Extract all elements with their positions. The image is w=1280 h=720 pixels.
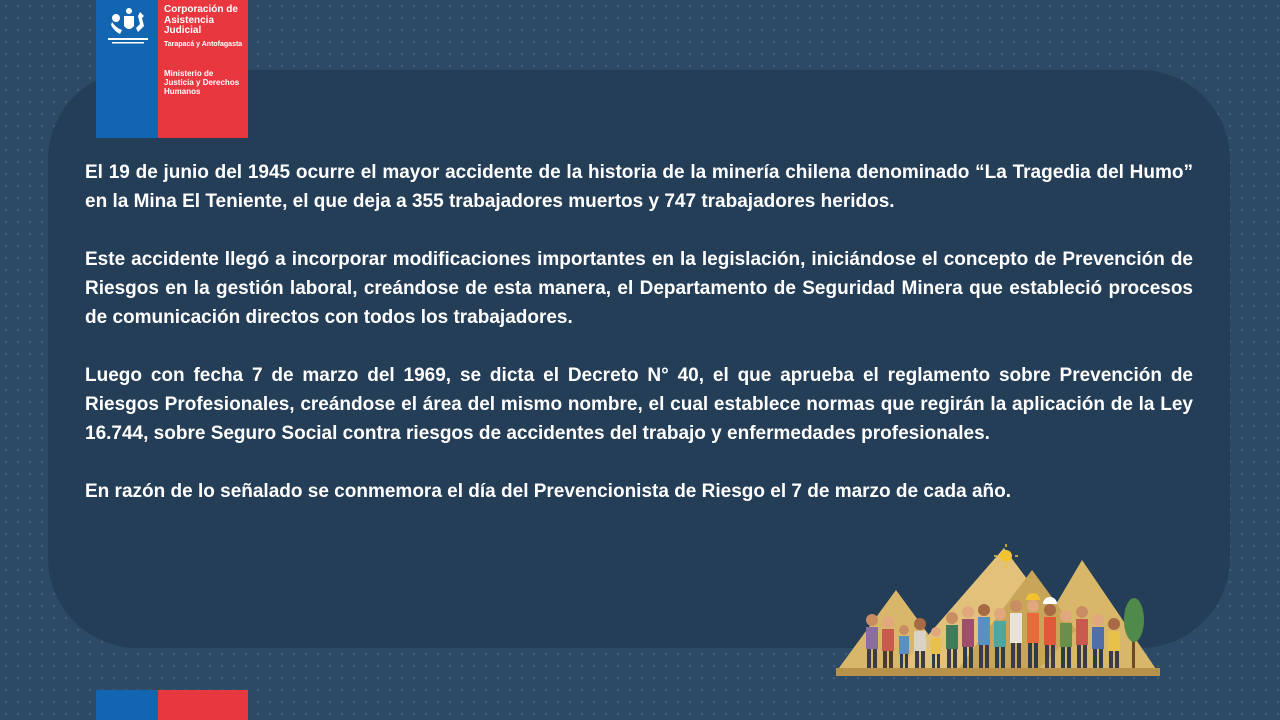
org-region: Tarapacá y Antofagasta xyxy=(164,40,243,48)
logo-blue-band xyxy=(96,0,158,138)
paragraph-3: Luego con fecha 7 de marzo del 1969, se dicta el Decreto N° 40, el que aprueba el reglamento sobre Prevención de Riesgos Profesionales, creándose el área del mismo nombre, el cual establece normas que regirán la aplicación de la Ley 16.744, sobre Seguro Social contra riesgos de accidentes del trabajo y enfermedades profesionales. xyxy=(85,365,1193,444)
coat-of-arms-icon xyxy=(102,4,154,46)
org-name: Corporación de Asistencia Judicial xyxy=(164,4,238,36)
workers-mountains-illustration xyxy=(836,540,1160,676)
paragraph-1: El 19 de junio del 1945 ocurre el mayor accidente de la historia de la minería chilena denominado “La Tragedia del Humo” en la Mina El Teniente, el que deja a 355 trabajadores muertos y 747 trabajadores heridos. xyxy=(85,162,1193,212)
footer-blue-band xyxy=(96,690,158,720)
paragraph-4: En razón de lo señalado se conmemora el día del Prevencionista de Riesgo el 7 de marzo de cada año. xyxy=(85,481,1012,502)
footer-color-bar xyxy=(96,690,248,720)
institution-logo xyxy=(96,0,248,138)
body-text xyxy=(85,158,1193,506)
ministry-name: Ministerio de Justicia y Derechos Humanos xyxy=(164,68,240,96)
logo-red-band xyxy=(158,0,248,138)
footer-red-band xyxy=(158,690,248,720)
paragraph-2: Este accidente llegó a incorporar modificaciones importantes en la legislación, iniciándose el concepto de Prevención de Riesgos en la gestión laboral, creándose de esta manera, el Departamento de Seguridad Minera que estableció procesos de comunicación directos con todos los trabajadores. xyxy=(85,249,1193,328)
